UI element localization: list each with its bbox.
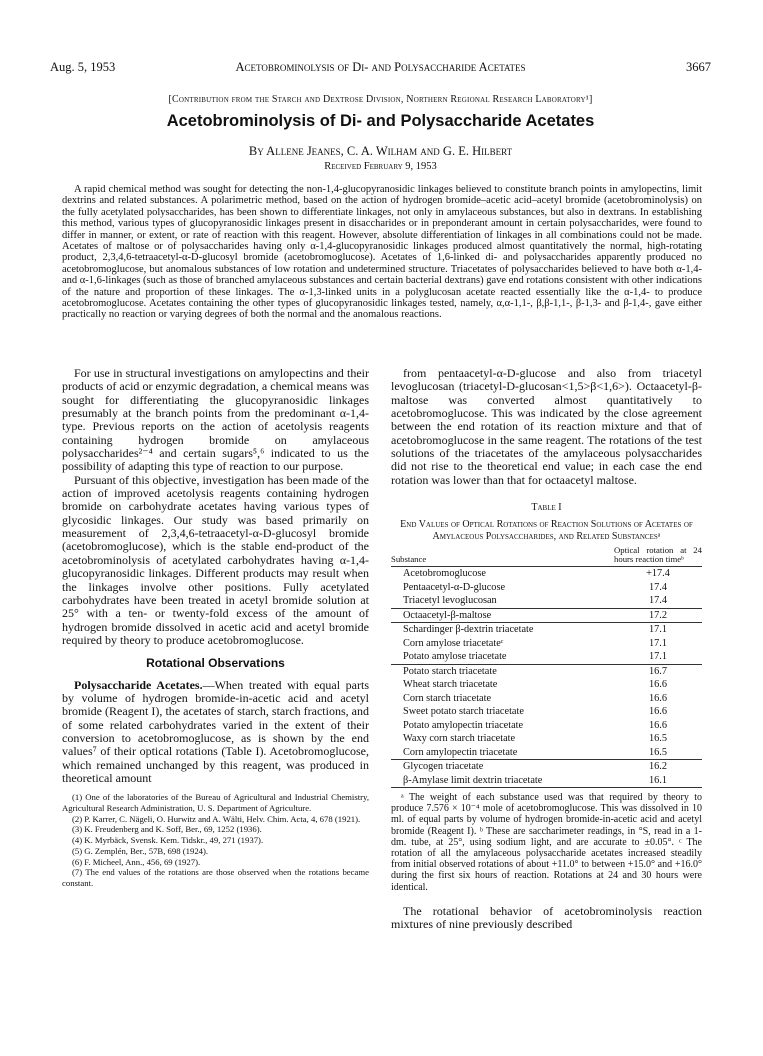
rotation-cell: 17.4 <box>648 581 668 593</box>
footnote-5: (5) G. Zemplén, Ber., 57B, 698 (1924). <box>72 845 209 856</box>
substance-cell: Potato amylose triacetate <box>403 651 507 663</box>
author-line: By Allene Jeanes, C. A. Wilham and G. E. Hilbert <box>248 144 513 158</box>
table-row <box>391 705 702 719</box>
table-row <box>391 637 702 651</box>
table-row <box>391 650 702 664</box>
rotation-cell: 16.5 <box>648 733 668 745</box>
abstract: A rapid chemical method was sought for detecting the non-1,4-glucopyranosidic linkages believed to constitute branch points in amylopectins, limit dextrins and related substances. A polarimetric method, based on the action of hydrogen bromide–acetic acid–acetyl bromide (acetobrominolysis) on the fully acetylated polysaccharides, has been shown to differentiate linkages, not only in amylaceous substances, but also in dextrans. In establishing this method, various types of glucopyranosidic linkages present in disaccharides or in preponderant amount in certain polysaccharides, were found to differ in manner, or extent, or rate of reaction with this reagent. However, absolute differentiation of linkages in all combinations could not be made. Acetates of maltose or of polysaccharides having only α-1,4-glucopyranosidic linkages produced almost quantitatively the normal, high-rotating product, 2,3,4,6-tetraacetyl-α-D-glucosyl bromide (acetobromoglucose). Acetates of 1,6-linked di- and polysaccharides apparently produced no acetobromoglucose, but anomalous substances of low rotation and undetermined structure. Triacetates of polysaccharides believed to have both α-1,4- and α-1,6-linkages (such as those of branched amylaceous substances and certain bacterial dextrans) gave end rotations consistent with other indications of the nature and proportion of these linkages. The α-1,3-linked units in a polyglucosan acetate reacted essentially like the α-1,4- to produce acetobromoglucose. Acetates containing the other types of glucopyranosidic linkages tested, namely, α,α-1,1-, β,β-1,1-, β-1,3- and β-1,4-, gave either practically no reaction or varying degrees of both the normal and the anomalous reactions. <box>62 184 702 321</box>
table-row <box>391 581 702 595</box>
rotation-cell: 17.1 <box>648 637 668 649</box>
right-column <box>391 367 702 931</box>
rotation-cell: 16.6 <box>648 706 668 718</box>
continuation-paragraph: from pentaacetyl-α-D-glucose and also from triacetyl levoglucosan (triacetyl-D-glucosan<1,5>β<1,6>). Octaacetyl-β-maltose was converted almost quantitatively to acetobromoglucose. This was indicated by the close agreement between the end rotation of its reaction mixture and that of acetobromoglucose in the same reagent. The rotations of the test solutions of the triacetates of the amylaceous polysaccharides did not rise to the theoretical end value; in each case the end rotation was lower than that for octaacetyl maltose. <box>391 366 702 487</box>
rotation-cell: 17.2 <box>614 608 702 623</box>
rotation-cell: +17.4 <box>646 568 670 580</box>
substance-cell: Octaacetyl-β-maltose <box>391 608 614 623</box>
rotation-cell: 17.1 <box>648 651 668 663</box>
header-running-title: Acetobrominolysis of Di- and Polysaccharide Acetates <box>235 60 526 74</box>
intro-paragraph: For use in structural investigations on amylopectins and their products of acid or enzymic degradation, a chemical means was sought for differentiating the glucopyranosidic linkages presumably at the branch points from the predominant α-1,4-type. Previous reports on the action of acetolysis reagents containing hydrogen bromide on amylaceous polysaccharides²⁻⁴ and certain sugars⁵,⁶ indicated to us the possibility of adapting this type of reaction to our purpose. <box>62 366 369 474</box>
substance-cell: Wheat starch triacetate <box>403 679 498 691</box>
substance-cell: Schardinger β-dextrin triacetate <box>391 623 614 637</box>
section-heading: Rotational Observations <box>146 656 285 671</box>
substance-cell: Triacetyl levoglucosan <box>403 595 497 607</box>
footnote-7: (7) The end values of the rotations are those observed when the rotations became constant. <box>62 867 369 888</box>
paragraph-body: —When treated with equal parts by volume of hydrogen bromide-in-acetic acid and acetyl bromide (Reagent I), the acetates of starch, starch fractions, and of some related carbohydrates varied in the extent of their conversion to acetobromoglucose, as is shown by the end values⁷ of their optical rotations (Table I). Acetobromoglucose, which remained unchanged by this reagent, was produced in theoretical amount <box>62 677 369 785</box>
substance-cell: β-Amylase limit dextrin triacetate <box>391 774 614 788</box>
rotation-cell: 16.1 <box>614 774 702 788</box>
received-date: Received February 9, 1953 <box>324 161 437 172</box>
table-row <box>391 732 702 746</box>
polysaccharide-paragraph <box>62 679 369 786</box>
table-title: Table I <box>531 502 562 514</box>
table-caption: End Values of Optical Rotations of Reaction Solutions of Acetates of Amylaceous Polysaccharides, and Related Substancesᵃ <box>400 519 693 543</box>
rotation-cell: 16.6 <box>648 692 668 704</box>
substance-cell: Pentaacetyl-α-D-glucose <box>403 581 506 593</box>
footnote-1: (1) One of the laboratories of the Bureau of Agricultural and Industrial Chemistry, Agricultural Research Administration, U. S. Department of Agriculture. <box>62 792 369 814</box>
left-column <box>62 367 369 889</box>
substance-cell: Corn amylose triacetateᶜ <box>403 637 504 649</box>
substance-cell: Acetobromoglucose <box>403 568 486 580</box>
table-row <box>391 594 702 608</box>
objective-paragraph: Pursuant of this objective, investigation has been made of the action of improved acetolysis reagents containing hydrogen bromide on carbohydrate acetates having various types of glycosidic linkages. Our study was based primarily on measurement of 2,3,4,6-tetraacetyl-α-D-glucosyl bromide (acetobromoglucose), which is the stable end-product of the acetobrominolysis of acetylated carbohydrates having α-1,4-glucopyranosidic linkages. Different products may result when the linkages involve other positions. Fully acetylated carbohydrates have been treated in acetyl bromide solution at 25° with a ten- or twenty-fold excess of the amount of hydrogen bromide dissolved in acetic acid and acetyl bromide required by theory to produce acetobromoglucose. <box>62 472 369 647</box>
closing-paragraph: The rotational behavior of acetobrominolysis reaction mixtures of nine previously described <box>391 903 702 932</box>
table-row <box>391 760 702 774</box>
header-date: Aug. 5, 1953 <box>50 60 116 74</box>
contribution-line: [Contribution from the Starch and Dextrose Division, Northern Regional Research Laboratory¹] <box>168 94 593 105</box>
table-footnotes: ᵃ The weight of each substance used was that required by theory to produce 7.576 × 10⁻⁴ mole of acetobromoglucose. This was dissolved in 10 ml. of equal parts by volume of hydrogen bromide-in-acetic acid and acetyl bromide (Reagent I). ᵇ These are saccharimeter readings, in °S, read in a 1-dm. tube, at 25°, using sodium light, and are accurate to ±0.05°. ᶜ The rotation of all the amylaceous polysaccharide acetates increased steadily from initial observed rotations of about +11.0° to between +15.0° and +16.0° during the first six hours of reaction. Rotations at 24 and 30 hours were identical. <box>391 792 702 893</box>
substance-cell: Potato amylopectin triacetate <box>403 719 524 731</box>
rotation-table <box>391 545 702 788</box>
table-row <box>391 678 702 692</box>
table-row <box>391 746 702 760</box>
table-row <box>391 692 702 706</box>
table-row <box>391 719 702 733</box>
substance-cell: Corn amylopectin triacetate <box>403 746 518 758</box>
table-row <box>391 664 702 678</box>
footnote-3: (3) K. Freudenberg and K. Soff, Ber., 69, 1252 (1936). <box>72 824 262 835</box>
article-title: Acetobrominolysis of Di- and Polysaccharide Acetates <box>166 112 595 130</box>
footnote-4: (4) K. Myrbäck, Svensk. Kem. Tidskr., 49, 271 (1937). <box>72 835 264 846</box>
rotation-cell: 17.4 <box>648 595 668 607</box>
footnotes <box>62 792 369 888</box>
table-row <box>391 774 702 788</box>
paragraph-lead: Polysaccharide Acetates. <box>74 677 203 692</box>
table-row <box>391 567 702 581</box>
rotation-cell: 16.5 <box>648 746 668 758</box>
footnote-6: (6) F. Micheel, Ann., 456, 69 (1927). <box>72 856 201 867</box>
rotation-cell: 16.6 <box>648 679 668 691</box>
rotation-cell: 17.1 <box>614 623 702 637</box>
column-header-rotation: Optical rotation at 24 hours reaction timeᵇ <box>614 545 702 566</box>
substance-cell: Waxy corn starch triacetate <box>403 733 516 745</box>
footnote-2: (2) P. Karrer, C. Nägeli, O. Hurwitz and A. Wälti, Helv. Chim. Acta, 4, 678 (1921). <box>72 813 361 824</box>
running-header <box>50 60 711 76</box>
table-row <box>391 623 702 637</box>
substance-cell: Corn starch triacetate <box>403 692 492 704</box>
rotation-cell: 16.7 <box>614 664 702 678</box>
header-page-number: 3667 <box>686 60 711 74</box>
substance-cell: Glycogen triacetate <box>391 760 614 774</box>
substance-cell: Sweet potato starch triacetate <box>403 706 524 718</box>
rotation-cell: 16.6 <box>648 719 668 731</box>
rotation-cell: 16.2 <box>614 760 702 774</box>
table-row <box>391 608 702 623</box>
column-header-substance: Substance <box>391 545 614 566</box>
substance-cell: Potato starch triacetate <box>391 664 614 678</box>
